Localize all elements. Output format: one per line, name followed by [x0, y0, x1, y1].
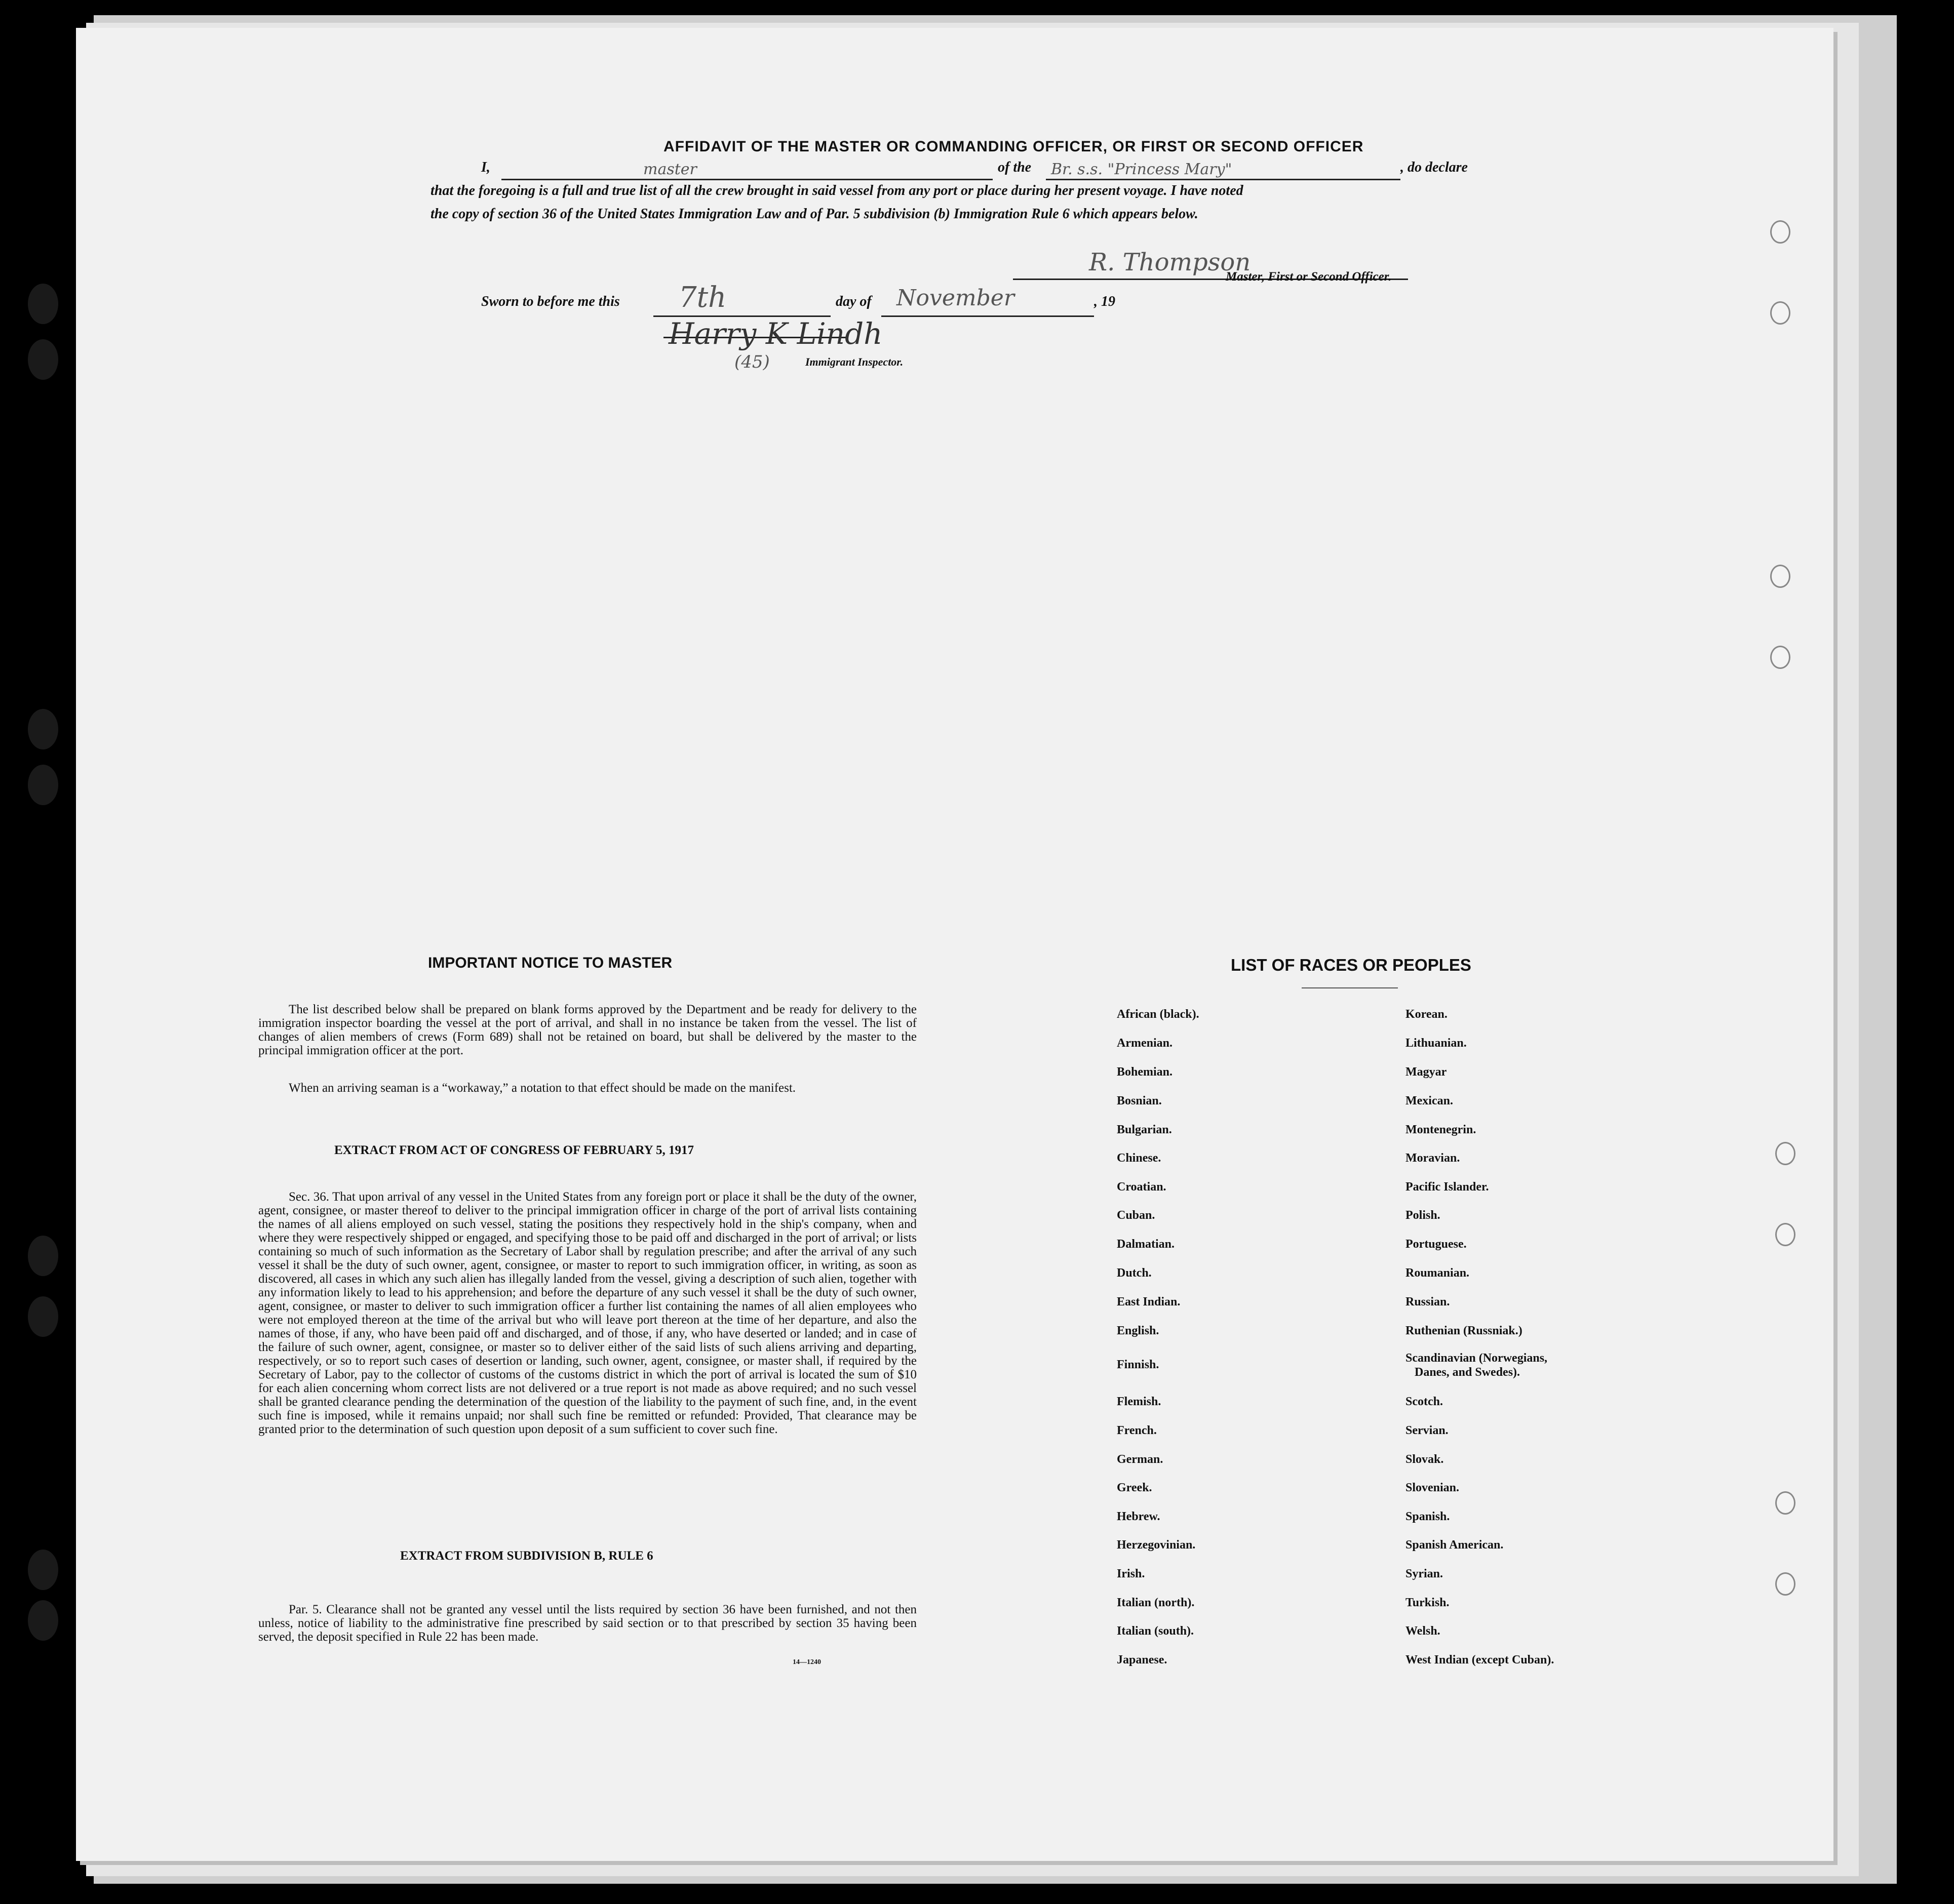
race-entry: English. — [1117, 1324, 1159, 1337]
race-entry: Bulgarian. — [1117, 1123, 1172, 1136]
race-entry: Magyar — [1405, 1065, 1447, 1079]
affidavit-vessel-field — [1046, 161, 1400, 180]
race-entry: Hebrew. — [1117, 1510, 1160, 1523]
sworn-day-field — [653, 281, 831, 317]
race-entry: German. — [1117, 1453, 1163, 1466]
affidavit-line1-prefix: I, — [481, 160, 490, 175]
race-entry: Bosnian. — [1117, 1094, 1162, 1107]
notice-paragraph-1: The list described below shall be prepared on blank forms approved by the Department and be ready for delivery to the immigration inspector boarding the vessel at the port of arrival, and shall in no instance be taken from the vessel. The list of changes of alien members of crews (Form 689) shall not be retained on board, but shall be delivered by the master to the principal immigration officer at the port. — [258, 1003, 917, 1057]
punch-hole — [28, 765, 58, 805]
par-5-text: Par. 5. Clearance shall not be granted any vessel until the lists required by section 36 have been furnished, and not then unless, notice of liability to the administrative fine prescribed by said section or to that prescribed by section 35 having been served, the deposit specified in Rule 22 has been made. — [258, 1603, 917, 1644]
extract-act-title: EXTRACT FROM ACT OF CONGRESS OF FEBRUARY 5, 1917 — [334, 1143, 694, 1157]
race-entry: Servian. — [1405, 1424, 1449, 1437]
form-number: 14—1240 — [793, 1658, 821, 1666]
punch-hole — [28, 1296, 58, 1337]
race-entry: Irish. — [1117, 1567, 1145, 1580]
sworn-day-value: 7th — [679, 281, 727, 314]
race-entry: Finnish. — [1117, 1358, 1159, 1371]
punch-hole — [28, 1600, 58, 1641]
sworn-day-of: day of — [836, 294, 872, 309]
ring-hole — [1775, 1491, 1795, 1515]
race-entry: Korean. — [1405, 1008, 1448, 1021]
race-entry: Dalmatian. — [1117, 1238, 1175, 1251]
race-entry: Ruthenian (Russniak.) — [1405, 1324, 1522, 1337]
race-entry: Roumanian. — [1405, 1266, 1470, 1280]
inspector-signature: Harry K Lindh — [669, 316, 883, 351]
race-entry: Portuguese. — [1405, 1238, 1467, 1251]
ring-hole — [1770, 301, 1790, 325]
races-title: LIST OF RACES OR PEOPLES — [1231, 956, 1471, 974]
ring-hole — [1770, 646, 1790, 669]
race-entry: Armenian. — [1117, 1037, 1173, 1050]
race-entry: Cuban. — [1117, 1209, 1155, 1222]
affidavit-name-value: master — [643, 161, 697, 178]
race-entry: Flemish. — [1117, 1395, 1161, 1408]
race-entry: Greek. — [1117, 1481, 1152, 1494]
punch-hole — [28, 709, 58, 749]
ring-hole — [1775, 1572, 1795, 1596]
sworn-month-field — [881, 285, 1094, 317]
race-entry: Mexican. — [1405, 1094, 1453, 1107]
race-entry: Spanish. — [1405, 1510, 1450, 1523]
race-entry: Welsh. — [1405, 1624, 1440, 1638]
affidavit-line3: the copy of section 36 of the United States Immigration Law and of Par. 5 subdivision (b) Immigration Rule 6 which appears below. — [431, 206, 1198, 222]
race-entry: Slovenian. — [1405, 1481, 1460, 1494]
race-entry: Lithuanian. — [1405, 1037, 1467, 1050]
affidavit-line2: that the foregoing is a full and true list of all the crew brought in said vessel from any port or place during her present voyage. I have noted — [431, 183, 1243, 199]
punch-hole — [28, 1550, 58, 1590]
race-entry: African (black). — [1117, 1008, 1199, 1021]
race-entry: Scotch. — [1405, 1395, 1443, 1408]
affidavit-name-field — [501, 161, 993, 180]
sworn-year: , 19 — [1094, 294, 1115, 309]
sworn-prefix: Sworn to before me this — [481, 294, 620, 309]
race-entry: Spanish American. — [1405, 1538, 1504, 1552]
punch-hole — [28, 339, 58, 380]
race-entry: Croatian. — [1117, 1180, 1166, 1194]
punch-hole — [28, 1236, 58, 1276]
race-entry: Chinese. — [1117, 1152, 1161, 1165]
notice-title: IMPORTANT NOTICE TO MASTER — [428, 955, 673, 971]
ring-hole — [1770, 565, 1790, 588]
race-entry: Turkish. — [1405, 1596, 1450, 1609]
race-entry: Moravian. — [1405, 1152, 1460, 1165]
affidavit-line1-mid: of the — [998, 160, 1032, 175]
master-signature: R. Thompson — [1089, 248, 1251, 276]
ring-hole — [1775, 1142, 1795, 1165]
punch-hole — [28, 284, 58, 324]
race-entry: Polish. — [1405, 1209, 1440, 1222]
sworn-month-value: November — [896, 285, 1014, 311]
document-page — [76, 28, 1833, 1861]
race-entry: West Indian (except Cuban). — [1405, 1653, 1554, 1667]
ring-hole — [1770, 220, 1790, 244]
race-entry: Dutch. — [1117, 1266, 1152, 1280]
race-entry: French. — [1117, 1424, 1157, 1437]
race-entry: Bohemian. — [1117, 1065, 1173, 1079]
affidavit-title: AFFIDAVIT OF THE MASTER OR COMMANDING OFFICER, OR FIRST OR SECOND OFFICER — [663, 138, 1364, 155]
inspector-initials: (45) — [734, 352, 770, 372]
ring-hole — [1775, 1223, 1795, 1246]
signature-caption: Master, First or Second Officer. — [1226, 270, 1392, 284]
race-entry: Scandinavian (Norwegians, Danes, and Swedes). — [1405, 1352, 1548, 1379]
race-entry: Japanese. — [1117, 1653, 1167, 1667]
affidavit-line1-suffix: , do declare — [1400, 160, 1468, 175]
race-entry: Montenegrin. — [1405, 1123, 1476, 1136]
race-entry: Russian. — [1405, 1295, 1450, 1308]
notice-paragraph-2: When an arriving seaman is a “workaway,” a notation to that effect should be made on the manifest. — [289, 1081, 796, 1095]
race-entry: East Indian. — [1117, 1295, 1181, 1308]
race-entry: Herzegovinian. — [1117, 1538, 1196, 1552]
race-entry: Slovak. — [1405, 1453, 1444, 1466]
race-entry: Pacific Islander. — [1405, 1180, 1489, 1194]
extract-rule-title: EXTRACT FROM SUBDIVISION B, RULE 6 — [400, 1549, 653, 1563]
races-title-rule — [1302, 987, 1398, 988]
race-entry: Italian (south). — [1117, 1624, 1194, 1638]
inspector-caption: Immigrant Inspector. — [805, 355, 904, 368]
race-entry: Italian (north). — [1117, 1596, 1195, 1609]
race-entry: Syrian. — [1405, 1567, 1443, 1580]
affidavit-vessel-value: Br. s.s. "Princess Mary" — [1051, 161, 1232, 178]
section-36-text: Sec. 36. That upon arrival of any vessel in the United States from any foreign port or place it shall be the duty of the owner, agent, consignee, or master thereof to deliver to the principal immigration officer in charge of the port of arrival lists containing the names of all aliens employed on such vessel, stating the positions they respectively hold in the ship's company, when and where they were respectively shipped or engaged, and specifying those to be paid off and discharged in the port of arrival; or lists containing so much of such information as the Secretary of Labor shall by regulation prescribe; and after the arrival of any such vessel it shall be the duty of such owner, agent, consignee, or master to report to such immigration officer, in writing, as soon as discovered, all cases in which any such alien has illegally landed from the vessel, giving a description of such alien, together with any information likely to lead to his apprehension; and before the departure of any such vessel it shall be the duty of such owner, agent, consignee, or master to deliver to such immigration officer a further list containing the names of all alien employees who were not employed thereon at the time of the arrival but who will leave port thereon at the time of her departure, and also the names of those, if any, who have been paid off and discharged, and of those, if any, who have deserted or landed; and in case of the failure of such owner, agent, consignee, or master so to deliver either of the said lists of such aliens arriving and departing, respectively, or so to report such cases of desertion or landing, such owner, agent, consignee, or master shall, if required by the Secretary of Labor, pay to the collector of customs of the customs district in which the port of arrival is located the sum of $10 for each alien concerning whom correct lists are not delivered or a true report is not made as above required; and no such vessel shall be granted clearance pending the determination of the question of the liability to the payment of such fine, and, in the event such fine is imposed, while it remains unpaid; nor shall such fine be remitted or refunded: Provided, That clearance may be granted prior to the determination of such question upon deposit of a sum sufficient to cover such fine. — [258, 1190, 917, 1436]
